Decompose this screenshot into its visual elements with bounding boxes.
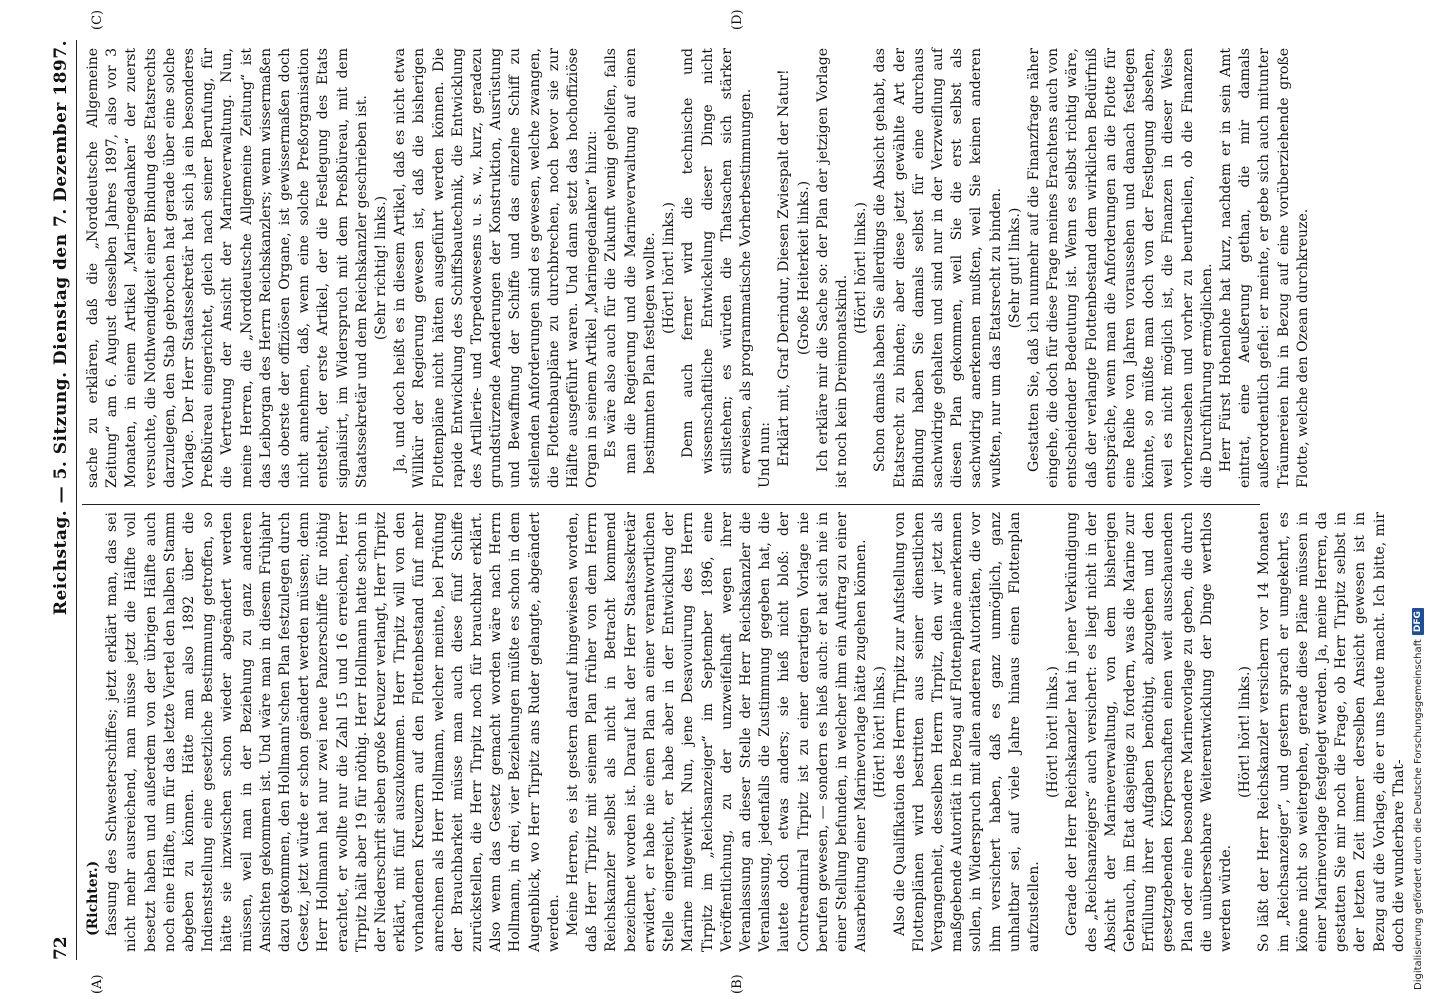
interjection: (Sehr gut! links.) — [1006, 207, 1023, 329]
credit-text: Digitalisierung gefördert durch die Deutsche Forschungsgemeinschaft — [1412, 639, 1424, 990]
header-rule — [76, 40, 77, 960]
paragraph: Schon damals haben Sie allerdings die Absicht gehabt, das Etatsrecht zu binden; aber diese jetzt gewählte Art der Bindung haben Sie damals selbst für eine durchaus sachwidrige gehalten und sind nur in der Verzweiflung auf diesen Plan gekommen, weil Sie die erst selbst als sachwidrig anerkennen mußten, weil Sie keinen anderen wußten, nur um das Etatsrecht zu binden. — [872, 48, 1004, 488]
paragraph: Denn auch ferner wird die technische und wissenschaftliche Entwickelung dieser Dinge nicht stillstehen; es würden die Thatsachen sich stärker erweisen, als programmatische Vorherbestimmungen. — [680, 48, 754, 474]
paragraph: Herr Fürst Hohenlohe hat kurz, nachdem er in sein Amt eintrat, eine Aeußerung gethan, die mir damals außerordentlich gefiel: er meinte, er gebe sich auch mitunter Träumereien hin in Bezug auf eine vorüberziehende große Flotte, welche den Ozean durchkreuze. — [1217, 48, 1311, 488]
interjection: (Große Heiterkeit links.) — [795, 180, 812, 356]
paragraph: So läßt der Herr Reichskanzler versichern vor 14 Monaten im „Reichsanzeiger“, und gestern sprach er umgekehrt, es könne nicht so weitergehen, gerade diese Pläne müssen in einer Marinevorlage festgelegt werden. Ja, meine Herren, da gestatten Sie mir noch die Frage, ob Herr Tirpitz selbst in der letzten Zeit immer derselben Ansicht gewesen ist in Bezug auf die Vorlage, die er uns heute macht. Ich bitte, mir doch die wunderbare That- — [1256, 512, 1407, 952]
section-marker-c: (C) — [90, 9, 105, 30]
interjection: (Hört! hört! links.) — [853, 202, 870, 334]
paragraph: Gerade der Herr Reichskanzler hat in jener Verkündigung des „Reichsanzeigers“ auch versichert: es liegt nicht in der Absicht der Marineverwaltung, von dem bisherigen Gebrauch, im Etat dasjenige zu fordern, was die Marine zur Erfüllung ihrer Aufgaben benöthigt, abzugehen und den gesetzgebenden Körperschaften einen weit ausschauenden Plan oder eine besondere Marinevorlage zu geben, die durch die unübersehbare Weiterentwicklung der Dinge werthlos werden würde. — [1064, 512, 1234, 952]
interjection: Erklärt mit, Graf Derindur, Diesen Zwiespalt der Natur! — [776, 69, 793, 467]
column-divider — [82, 504, 1260, 505]
page-number: 72 — [51, 936, 71, 960]
section-marker-d: (D) — [730, 9, 745, 30]
interjection: (Hört! hört! links.) — [872, 666, 889, 798]
paragraph: fassung des Schwesterschiffes; jetzt erklärt man, das sei nicht mehr ausreichend, man müsse jetzt die Hälfte voll besetzt haben und außerdem von der übrigen Hälfte auch noch eine Hälfte, um für das letzte Viertel den halben Stamm abgeben zu können. Hätte man also 1892 über die Indienststellung eine gesetzliche Bestimmung getroffen, so hätte sie inzwischen schon wieder abgeändert werden müssen, weil man in der Beziehung zu ganz anderen Ansichten gekommen ist. Und wäre man in diesem Frühjahr dazu gekommen, den Hollmann'schen Plan festzulegen durch Gesetz, jetzt würde er schon geändert werden müssen; denn Herr Hollmann hat nur zwei neue Panzerschiffe für nöthig erachtet, er wollte nur die Zahl 15 und 16 erreichen, Herr Tirpitz hält aber 19 für nöthig. Herr Hollmann hatte schon in der Niederschrift sieben große Kreuzer verlangt, Herr Tirpitz erklärt, mit fünf auszukommen. Herr Tirpitz will von den vorhandenen Kreuzern auf den Flottenbestand fünf mehr anrechnen als Herr Hollmann, welcher meinte, bei Prüfung der Brauchbarkeit müsse man auch diese fünf Schiffe zurückstellen, die Herr Tirpitz noch für brauchbar erklärt. Also wenn das Gesetz gemacht worden wäre nach Herrn Hollmann, in drei, vier Beziehungen müßte es schon in dem Augenblick, wo Herr Tirpitz ans Ruder gelangte, abgeändert werden. — [104, 512, 562, 952]
paragraph: Also die Qualifikation des Herrn Tirpitz zur Aufstellung von Flottenplänen wird bestritten aus seiner dienstlichen Vergangenheit, desselben Herrn Tirpitz, den wir jetzt als maßgebende Autorität in Bezug auf Flottenpläne anerkennen sollen, in Widerspruch mit allen anderen Autoritäten, die vor ihm versichert haben, daß es ganz unmöglich, ganz unhaltbar sei, auf viele Jahre hinaus einen Flottenplan aufzustellen. — [891, 512, 1042, 952]
left-column — [84, 512, 1409, 952]
page-title: Reichstag. — 5. Sitzung. Dienstag den 7. Dezember 1897. — [51, 40, 71, 616]
paragraph: sache zu erklären, daß die „Norddeutsche Allgemeine Zeitung“ am 6. August desselben Jahres 1897, also vor 3 Monaten, in einem Artikel „Marinegedanken“ der zuerst versuchte, die Nothwendigkeit einer Bindung des Etatsrechts darzulegen, den Stab gebrochen hat gerade über eine solche Vorlage. Der Herr Staatssekretär hat sich ja ein besonderes Preßbüreau eingerichtet, gleich nach seiner Berufung, für die Vertretung der Ansicht der Marineverwaltung. Nun, meine Herren, die „Norddeutsche Allgemeine Zeitung“ ist das Leiborgan des Herrn Reichskanzlers; wenn wissermaßen das oberste der offiziösen Organe, ist gewissermaßen doch nicht annehmen, daß, wenn eine solche Preßorganisation entsteht, der erste Artikel, der die Festlegung des Etats signalisirt, im Widerspruch mit dem Preßbüreau, mit dem Staatssekretär und dem Reichskanzler geschrieben ist. — [85, 48, 370, 488]
section-marker-b: (B) — [730, 974, 745, 994]
page-header — [48, 40, 74, 960]
interjection: (Hört! hört! links.) — [1045, 666, 1062, 798]
right-column — [84, 48, 1313, 488]
dfg-logo: DFG — [1412, 608, 1424, 635]
paragraph: Ja, und doch heißt es in diesem Artikel, daß es nicht etwa Willkür der Regierung gewesen ist, daß die bisherigen Flottenpläne nicht hätten ausgeführt werden können. Die rapide Entwicklung des Schiffsbautechnik, die Entwicklung des Artillerie- und Torpedowesens u. s. w., kurz, geradezu grundstürzende Aenderungen der Konstruktion, Ausrüstung und Bewaffnung der Schiffe und das einzelne Schiff zu stellenden Anforderungen sind es gewesen, welche zwangen, die Flottenbaupläne zu durchbrechen, noch bevor sie zur Hälfte ausgeführt waren. Und dann setzt das hochoffiziöse Organ in seinem Artikel „Marinegedanken“ hinzu: — [392, 48, 601, 488]
interjection: (Hört! hört! links.) — [661, 202, 678, 334]
paragraph: Und nun: — [757, 422, 774, 488]
paragraph: Gestatten Sie, daß ich nunmehr auf die Finanzfrage näher eingehe, die doch für diese Frage meines Erachtens auch von entscheidender Bedeutung ist. Wenn es selbst richtig wäre, daß der verlangte Flottenbestand dem wirklichen Bedürfniß entspräche, wenn man die Anforderungen an die Flotte für eine Reihe von Jahren voraussehen und danach festlegen könnte, so müßte man doch von der Festlegung absehen, weil es nicht möglich ist, die Finanzen in dieser Weise vorherzusehen und vorher zu beurtheilen, ob die Finanzen die Durchführung ermöglichen. — [1025, 48, 1215, 488]
paragraph: Meine Herren, es ist gestern darauf hingewiesen worden, daß Herr Tirpitz mit seinem Plan früher von dem Herrn Reichskanzler selbst als nicht in Betracht kommend bezeichnet worden ist. Darauf hat der Herr Staatssekretär erwidert, er habe nie einen Plan an einer verantwortlichen Stelle eingereicht, er habe aber in der Entwicklung der Marine mitgewirkt. Nun, jene Desavouirung des Herrn Tirpitz im „Reichsanzeiger“ im September 1896, eine Veröffentlichung, zu der unzweifelhaft wegen ihrer Veranlassung an dieser Stelle der Herr Reichskanzler die Veranlassung, jedenfalls die Zustimmung gegeben hat, die lautete doch etwas anders; sie hieß nicht bloß: der Contreadmiral Tirpitz ist zu einer derartigen Vorlage nie berufen gewesen, — sondern es hieß auch: er hat sich nie in einer Stellung befunden, in welcher ihm ein Auftrag zu einer Ausarbeitung einer Marinevorlage hätte zugehen können. — [565, 512, 870, 952]
paragraph: Es wäre also auch für die Zukunft wenig geholfen, falls man die Regierung und die Marineverwaltung auf einen bestimmten Plan festlegen wollte. — [603, 48, 658, 474]
interjection: (Sehr richtig! links.) — [373, 195, 390, 341]
speaker-label: (Richter.) — [85, 860, 101, 936]
interjection: (Hört! hört! links.) — [1237, 666, 1254, 798]
paragraph: Ich erkläre mir die Sache so: der Plan der jetzigen Vorlage ist noch kein Dreimonatskind. — [814, 48, 850, 488]
section-marker-a: (A) — [90, 974, 105, 994]
